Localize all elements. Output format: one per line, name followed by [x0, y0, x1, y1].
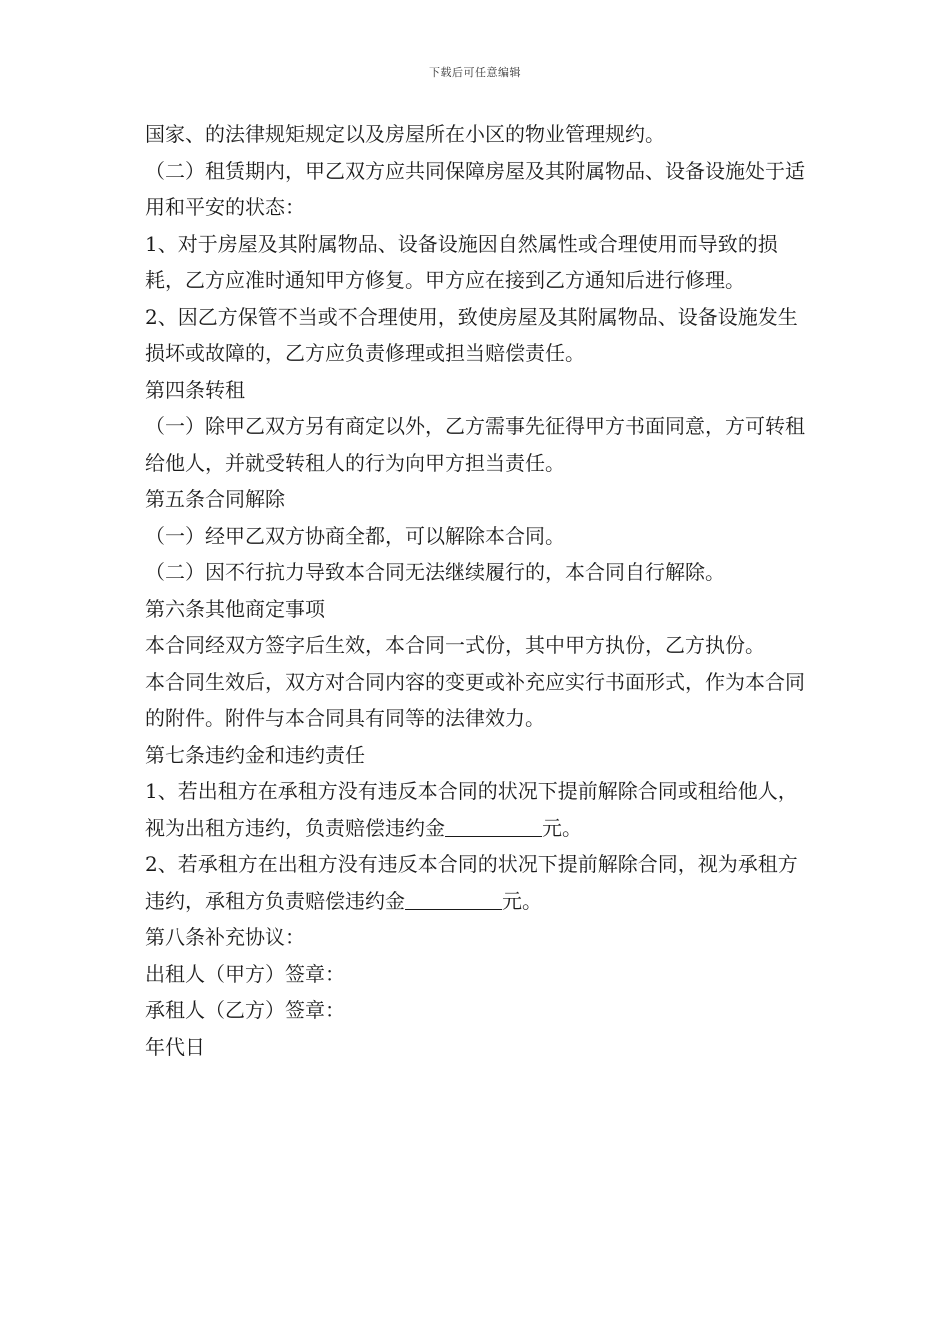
document-body: [145, 116, 810, 1065]
signature-line-lessor: 出租人（甲方）签章：: [145, 961, 345, 986]
page-header: 下载后可任意编辑: [429, 66, 521, 79]
fill-in-blank: [445, 816, 542, 837]
paragraph: [145, 846, 810, 919]
paragraph: （一）除甲乙双方另有商定以外，乙方需事先征得甲方书面同意，方可转租给他人，并就受转租人的行为向甲方担当责任。: [145, 414, 805, 475]
section-heading: 第五条合同解除: [145, 487, 285, 511]
paragraph: 本合同经双方签字后生效，本合同一式份，其中甲方执份，乙方执份。: [145, 633, 765, 657]
paragraph: 国家、的法律规矩规定以及房屋所在小区的物业管理规约。: [145, 122, 665, 146]
signature-line-lessee: 承租人（乙方）签章：: [145, 998, 345, 1022]
paragraph-text: 元。: [542, 815, 582, 840]
section-heading: 第六条其他商定事项: [145, 596, 325, 621]
section-heading: 第八条补充协议：: [145, 925, 305, 949]
paragraph-text: 元。: [502, 888, 542, 913]
paragraph: 本合同生效后，双方对合同内容的变更或补充应实行书面形式，作为本合同的附件。附件与本合同具有同等的法律效力。: [145, 669, 805, 730]
paragraph: [145, 773, 810, 846]
section-heading: 第七条违约金和违约责任: [145, 742, 365, 767]
fill-in-blank: [405, 889, 502, 910]
paragraph-text: 2、若承租方在出租方没有违反本合同的状况下提前解除合同，视为承租方违约，承租方负责赔偿违约金: [145, 852, 798, 913]
paragraph: （二）因不行抗力导致本合同无法继续履行的，本合同自行解除。: [145, 560, 725, 584]
paragraph: 2、因乙方保管不当或不合理使用，致使房屋及其附属物品、设备设施发生损坏或故障的，乙方应负责修理或担当赔偿责任。: [145, 304, 798, 365]
paragraph: （一）经甲乙双方协商全都，可以解除本合同。: [145, 523, 565, 548]
paragraph: 1、对于房屋及其附属物品、设备设施因自然属性或合理使用而导致的损耗，乙方应准时通知甲方修复。甲方应在接到乙方通知后进行修理。: [145, 231, 778, 292]
paragraph-text: 1、若出租方在承租方没有违反本合同的状况下提前解除合同或租给他人，视为出租方违约，负责赔偿违约金: [145, 779, 798, 840]
section-heading: 第四条转租: [145, 377, 245, 402]
paragraph: （二）租赁期内，甲乙双方应共同保障房屋及其附属物品、设备设施处于适用和平安的状态：: [145, 158, 805, 219]
date-line: 年代日: [145, 1034, 205, 1059]
